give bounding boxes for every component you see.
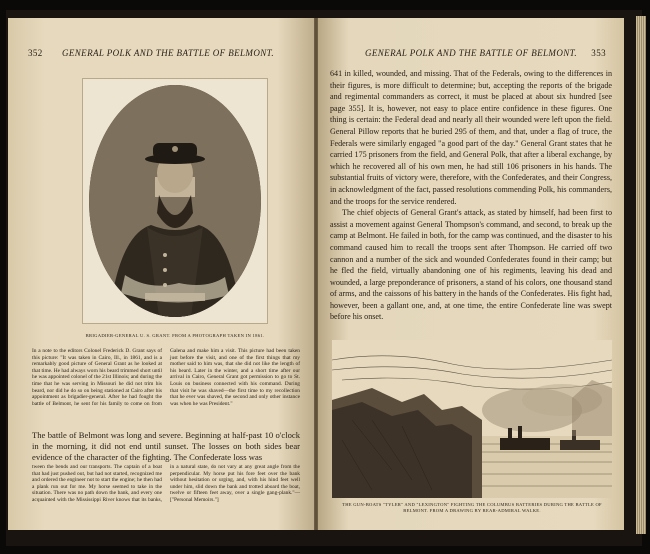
footnote-grant-picture: In a note to the editors Colonel Frederick D. Grant says of this picture: "It was taken in Cairo, Ill., in 1861, and is a remarkably good picture of General Grant as he looked at that time. He had always worn his beard trimmed short until he was appointed colonel of the 21st Illinois; and during the time that he was serving in Missouri he did not trim his beard, nor did he do so on being stationed at Cairo after his appointment as brigadier-general. After he had fought the battle of Belmont, he sent for his family to come on from Galena and make him a visit. This picture had been taken just before the visit, and one of the first things that my mother said to him was, that she did not like the length of his beard. Later in the winter, and a short time after our arrival in Cairo, General Grant got permission to go to St. Louis on business connected with his command. During that visit he was shaved—the first time to my recollection that he ever was shaved, the second and only other instance was when he was President.": [32, 348, 300, 407]
portrait-oval: [89, 85, 261, 317]
right-page: [318, 18, 624, 530]
gunboat-engraving: [332, 340, 612, 498]
running-head-right: [318, 48, 624, 62]
portrait-photograph: [82, 78, 268, 324]
grant-portrait-image: [89, 85, 261, 317]
running-head-left: [8, 48, 314, 62]
paragraph: The chief objects of General Grant's attack, as stated by himself, had been first to assist a movement against General Thompson's command, and second, to break up the camp at Belmont. He failed in both, for the camp was continued, and the disaster to his command caused him to recall the troops sent after Thompson. He carried off two cannon and a number of the sick and wounded Confederates found in their camp; but he fled the field, virtually abandoning one of his regiments, leaving his dead and wounded, a large preponderance of prisoners, a stand of his colors, one thousand stand of arms, and the caissons of his battery in the hands of the Confederates. His fight had, however, been a gallant one, and, at one time, the entire Confederate line was swept before his onset.: [330, 208, 612, 322]
running-head-title: GENERAL POLK AND THE BATTLE OF BELMONT.: [61, 48, 275, 58]
engraving-caption: THE GUN-BOATS "TYLER" AND "LEXINGTON" FIGHTING THE COLUMBUS BATTERIES DURING THE BATTLE OF BELMONT. FROM A DRAWING BY REAR-ADMIRAL WALKE.: [342, 502, 602, 513]
body-text-left: The battle of Belmont was long and severe. Beginning at half-past 10 o'clock in the morning, it did not end until sunset. The losses on both sides bear evidence of the character of the fighting. The Confederate loss was: [32, 430, 300, 462]
footnote-personal-memoirs: tween the bends and our transports. The captain of a boat that had just pushed out, but had not started, recognized me and ordered the engineer not to start the engine; he then had a plank run out for me. My horse seemed to take in the situation. There was no path down the bank, and every one acquainted with the Mississippi River knows that its banks, in a natural state, do not vary at any great angle from the perpendicular. My horse put his fore feet over the bank without hesitation or urging, and, with his hind feet well under him, slid down the bank and trotted aboard the boat, twelve or fifteen feet away, over a single gang-plank."—["Personal Memoirs."]: [32, 464, 300, 503]
page-edges: [636, 16, 646, 534]
running-head-title: GENERAL POLK AND THE BATTLE OF BELMONT.: [364, 48, 578, 58]
left-page: [8, 18, 314, 530]
page-number: 352: [28, 48, 43, 58]
gunboat-battle-illustration: [332, 340, 612, 498]
paragraph: 641 in killed, wounded, and missing. That of the Federals, owing to the differences in their figures, is more difficult to determine; but, accepting the reports of the brigade and regimental commanders as correct, it must be placed at about six hundred [see page 355]. It is, however, not easy to place entire confidence in these figures. One thing is certain: the Federal dead and nearly all their wounded were left upon the field. General Pillow reports that he buried 295 of them, and that, under a flag of truce, the Federals were similarly engaged "a good part of the day." General Grant states that he carried 175 prisoners from the field, and General Polk, that after a liberal exchange, by which he recovered all of his own men, he had still 106 prisoners in his hands. The substantial fruits of victory were, therefore, with the Confederates, and their Congress, in acknowledgment of the fact, passed resolutions commending Polk, his commanders, and the troops for the service rendered.: [330, 69, 612, 206]
page-number: 353: [591, 48, 606, 58]
body-text-right: [330, 68, 612, 323]
portrait-caption: BRIGADIER-GENERAL U. S. GRANT. FROM A PHOTOGRAPH TAKEN IN 1861.: [85, 333, 265, 338]
